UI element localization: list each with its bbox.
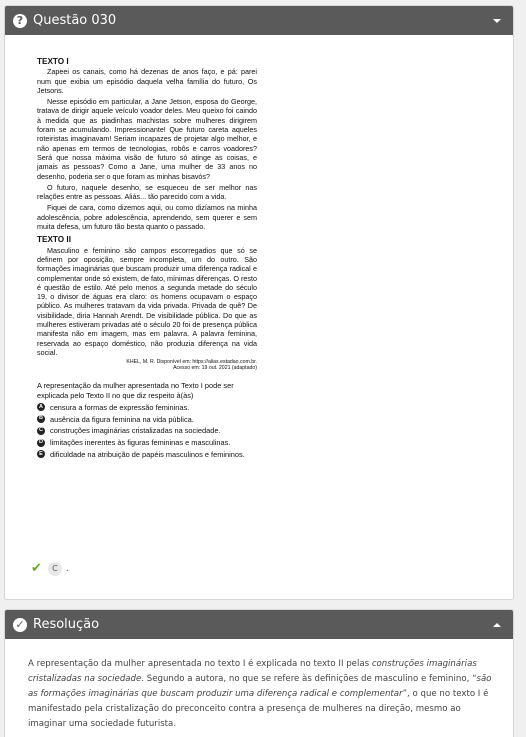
- answer-row: [31, 561, 69, 576]
- option-text: construções imaginárias cristalizadas na sociedade.: [50, 426, 221, 436]
- option-text: censura a formas de expressão femininas.: [50, 402, 190, 412]
- resolution-panel-header[interactable]: [5, 610, 513, 639]
- answer-suffix: .: [65, 563, 69, 574]
- question-circle-icon: ?: [13, 14, 27, 28]
- question-stem: A representação da mulher apresentada no Texto I pode ser explicada pelo Texto II no que diz respeito à(às): [37, 381, 234, 400]
- option-text: ausência da figura feminina na vida pública.: [50, 414, 194, 424]
- source-line: KHEL, M. R. Disponível em: https://alias.estadao.com.br.: [126, 359, 257, 366]
- option-c: [37, 426, 257, 435]
- question-image: [37, 57, 257, 462]
- option-a: [37, 403, 257, 412]
- resolution-text-part: . Segundo a autora, no que se refere às definições de masculino e feminino, “: [141, 674, 477, 684]
- option-b: [37, 415, 257, 424]
- question-panel-header[interactable]: [5, 6, 513, 35]
- resolution-title: Resolução: [33, 617, 100, 632]
- option-d: [37, 438, 257, 447]
- answer-badge: C: [48, 562, 62, 576]
- option-letter: C: [37, 427, 45, 435]
- check-icon: ✔: [31, 561, 42, 576]
- option-text: dificuldade na atribuição de papéis masculinos e femininos.: [50, 449, 245, 459]
- option-letter: A: [37, 403, 45, 411]
- chevron-down-icon[interactable]: [493, 19, 501, 23]
- text2-paragraph: Masculino e feminino são campos escorregadios que só se definem por oposição, sempre incompleta, um do outro. São formações imaginárias que buscam produzir uma diferença radical e complementar onde só existem, de fato, mínimas diferenças. O resto é questão de estilo. Até pelo menos a segunda metade do século 19, o divisor de águas era claro: os homens ocupavam o espaço público. As mulheres tratavam da vida privada. Privada de quê? De visibilidade, diria Hannah Arendt. De visibilidade pública. Do que as mulheres estiveram privadas até o século 20 foi de presença pública manifesta não em imagem, mas em palavra. A palavra feminina, reservada ao espaço doméstico, não produzia diferença na vida social.: [37, 245, 257, 357]
- option-letter: D: [37, 439, 45, 447]
- text1-paragraph: Nesse episódio em particular, a Jane Jetson, esposa do George, tratava de dirigir aquele veículo voador deles. Meu queixo foi caindo à medida que as piadinhas machistas sobre mulheres dirigirem foram se acumulando. Impressionante! Que futuro careta aqueles roteiristas imaginavam! Seriam incapazes de projetar algo melhor, e não apenas em termos de tecnologias, robôs e carros voadores? Será que nossa máxima visão de futuro só atinge as coisas, e jamais as pessoas? Como a Jane, uma mulher de 33 anos no desenho, poderia ser o que foram as minhas bisavós?: [37, 97, 257, 181]
- resolution-text-emphasis: são as formações imaginárias que buscam produzir uma diferença radical e complementar: [28, 674, 492, 699]
- question-title: Questão 030: [33, 13, 117, 28]
- resolution-text-emphasis: construções imaginárias cristalizadas na sociedade: [28, 659, 477, 684]
- text1-paragraph: O futuro, naquele desenho, se esqueceu de ser melhor nas relações entre as pessoas. Aliás... tão parecido com a vida.: [37, 182, 257, 202]
- option-e: [37, 450, 257, 459]
- option-text: limitações inerentes às figuras femininas e masculinas.: [50, 438, 231, 448]
- text1-paragraph: Zapeei os canais, como há dezenas de anos faço, e pá: parei num que exibia um episódio daquela velha família do futuro, Os Jetsons.: [37, 67, 257, 95]
- resolution-text-part: ”, o que no texto I é manifestado pela cristalização do preconceito contra a presença de mulheres na direção, mesmo ao imaginar uma sociedade futurista.: [28, 689, 489, 729]
- option-letter: E: [37, 450, 45, 458]
- text1-title: TEXTO I: [37, 57, 69, 66]
- option-letter: B: [37, 415, 45, 423]
- resolution-text: [28, 657, 498, 732]
- resolution-text-part: A representação da mulher apresentada no texto I é explicada no texto II pelas: [28, 659, 372, 669]
- source-line: Acesso em: 19 out. 2021 (adaptado): [173, 365, 257, 372]
- check-circle-icon: ✓: [13, 618, 27, 632]
- text1-paragraph: Fiquei de cara, como dizemos aqui, ou como dizíamos na minha adolescência, pobre adolescência, aprendendo, sem querer e sem muita defesa, um futuro tão besta quanto o passado.: [37, 203, 257, 232]
- chevron-up-icon[interactable]: [493, 623, 501, 627]
- source-citation: [37, 359, 257, 371]
- text2-title: TEXTO II: [37, 235, 71, 245]
- question-panel: [4, 5, 514, 600]
